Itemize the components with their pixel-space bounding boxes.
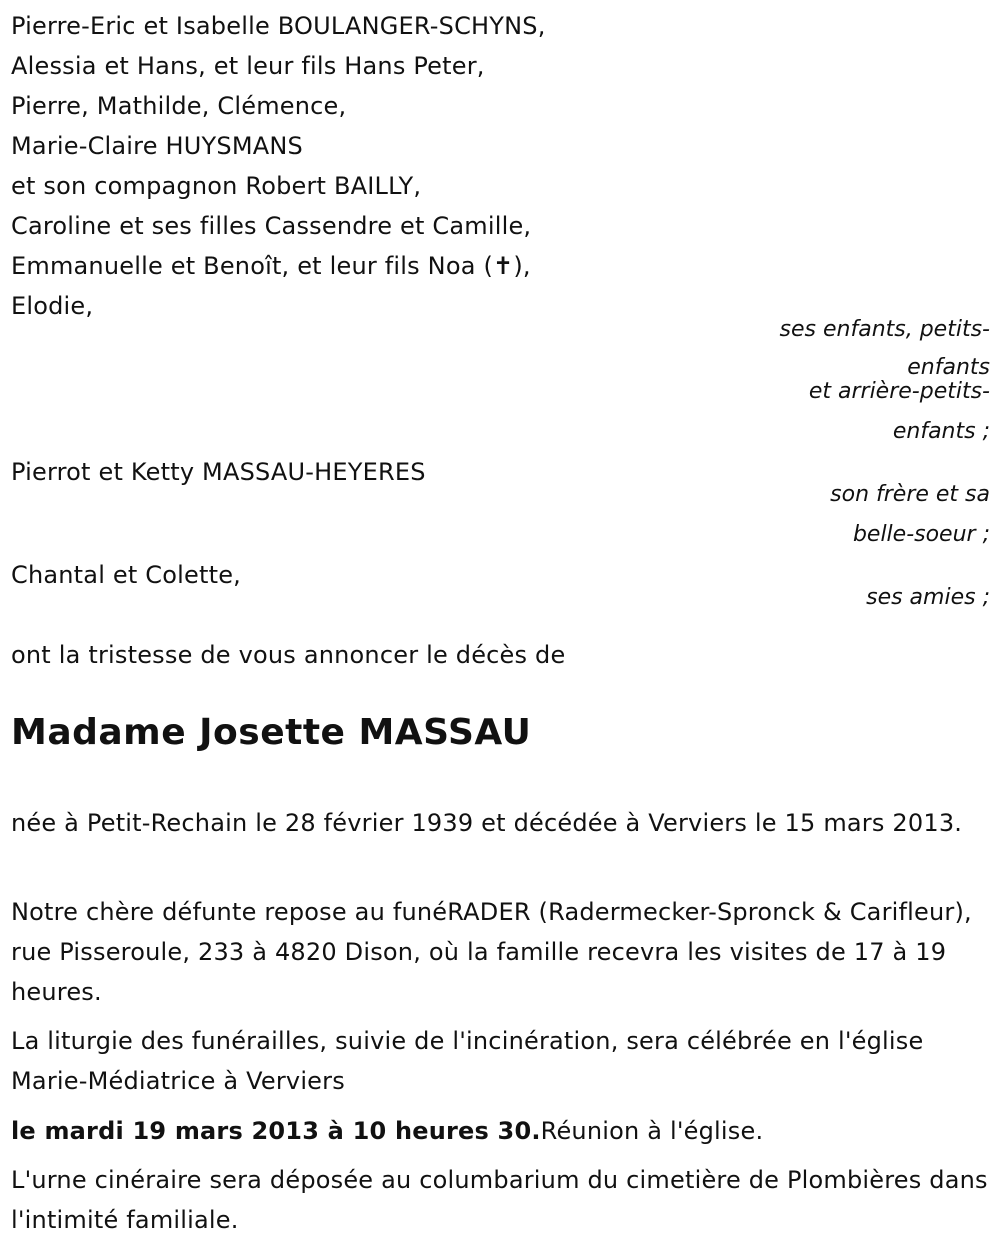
family-line-4: Marie-Claire HUYSMANS xyxy=(11,132,303,160)
ceremony-datetime: le mardi 19 mars 2013 à 10 heures 30. xyxy=(11,1117,541,1145)
sibling-relation-line-1: son frère et sa xyxy=(830,482,990,507)
family-line-2: Alessia et Hans, et leur fils Hans Peter, xyxy=(11,52,485,80)
family-line-8: Elodie, xyxy=(11,292,94,320)
urn-text: L'urne cinéraire sera déposée au columbarium du cimetière de Plombières dans l'intimité familiale. xyxy=(11,1166,988,1234)
family-relation-line-3: et arrière-petits- xyxy=(808,379,990,404)
family-line-3: Pierre, Mathilde, Clémence, xyxy=(11,92,347,120)
friends-relation: ses amies ; xyxy=(866,585,990,610)
family-line-6: Caroline et ses filles Cassendre et Camille, xyxy=(11,212,532,240)
deceased-name: Madame Josette MASSAU xyxy=(11,712,532,753)
sibling-relation-line-2: belle-soeur ; xyxy=(852,522,990,547)
family-line-7: Emmanuelle et Benoît, et leur fils Noa (✝), xyxy=(11,252,531,280)
viewing-text: Notre chère défunte repose au funéRADER (Radermecker-Spronck & Carifleur), rue Pisseroule, 233 à 4820 Dison, où la famille recevra les visites de 17 à 19 heures. xyxy=(11,898,972,1006)
family-line-5: et son compagnon Robert BAILLY, xyxy=(11,172,422,200)
family-relation-line-1: ses enfants, petits- xyxy=(779,317,990,342)
sibling-name: Pierrot et Ketty MASSAU-HEYERES xyxy=(11,458,426,486)
family-relation-line-2: enfants xyxy=(907,355,990,380)
friends-name: Chantal et Colette, xyxy=(11,561,241,589)
liturgy-text: La liturgie des funérailles, suivie de l'incinération, sera célébrée en l'église Marie-Médiatrice à Verviers xyxy=(11,1027,924,1095)
family-line-1: Pierre-Eric et Isabelle BOULANGER-SCHYNS, xyxy=(11,12,546,40)
family-relation-line-4: enfants ; xyxy=(892,419,990,444)
ceremony-meeting: Réunion à l'église. xyxy=(540,1117,764,1145)
birth-death-text: née à Petit-Rechain le 28 février 1939 et décédée à Verviers le 15 mars 2013. xyxy=(11,809,963,837)
announcement-text: ont la tristesse de vous annoncer le décès de xyxy=(11,641,566,669)
ceremony-line xyxy=(11,1111,991,1151)
